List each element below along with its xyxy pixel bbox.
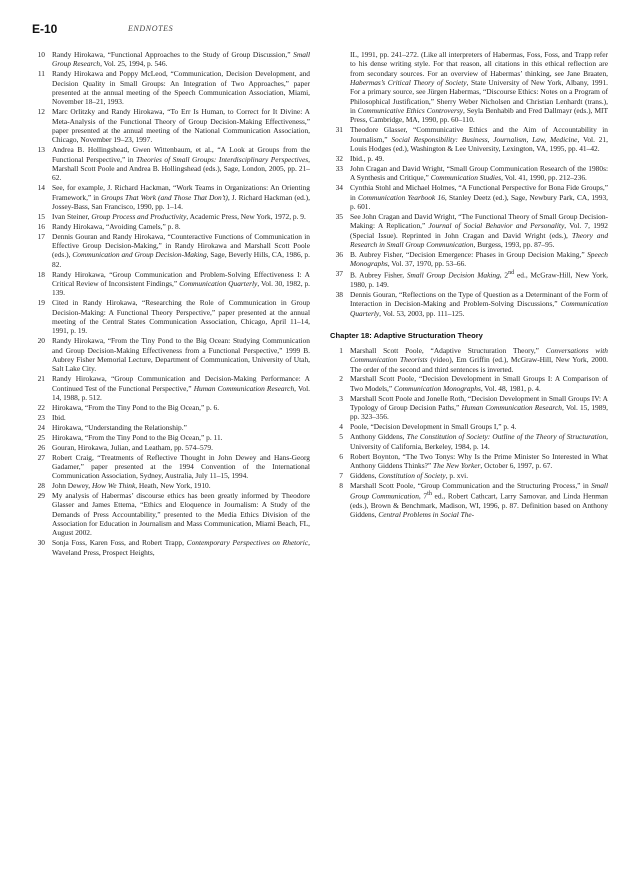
page-header	[32, 22, 606, 38]
endnote-text: My analysis of Habermas’ discourse ethics has been greatly informed by Theodore Glasser and James Ettema, “Ethics and Eloquence in Journalism: A Study of the Demands of Press Accountability,” presented to the Media Ethics Division of the Association for Education in Journalism and Mass Communication, Miami Beach, FL, August 2002.	[52, 491, 310, 538]
endnote-number: 19	[37, 298, 45, 308]
endnote	[32, 538, 310, 557]
endnote-text: Hirokawa, “Understanding the Relationship.”	[52, 422, 187, 432]
endnote	[330, 471, 608, 480]
endnote	[32, 443, 310, 452]
endnote-number: 18	[37, 269, 45, 279]
endnote-text: Giddens, Constitution of Society, p. xvi.	[350, 470, 469, 480]
endnote-number: 10	[37, 50, 45, 59]
endnote-text: B. Aubrey Fisher, “Decision Emergence: Phases in Group Decision Making,” Speech Monographs, Vol. 37, 1970, pp. 53–66.	[350, 249, 608, 269]
endnote-number: 24	[37, 422, 45, 432]
endnote-text: See John Cragan and David Wright, “The Functional Theory of Small Group Decision-Making: A Replication,” Journal of Social Behavior and Personality, Vol. 7, 1992 (Special Issue). Reprinted in John Cragan and David Wright (eds.), Theory and Research in Small Group Communication, Burgess, 1993, pp. 87–95.	[350, 211, 609, 249]
endnote-text: Marshall Scott Poole and Jonelle Roth, “Decision Development in Small Groups IV: A Typology of Group Decision Paths,” Human Communication Research, Vol. 15, 1989, pp. 323–356.	[350, 393, 608, 422]
endnote-text: Ibid.	[52, 412, 66, 422]
endnote	[32, 491, 310, 538]
endnote	[32, 298, 310, 335]
endnote	[330, 346, 608, 374]
endnote-text: Randy Hirokawa, “Functional Approaches to the Study of Group Discussion,” Small Group Research, Vol. 25, 1994, p. 546.	[52, 50, 310, 69]
endnote-number: 6	[339, 451, 343, 461]
endnote	[32, 212, 310, 221]
left-column	[32, 50, 310, 558]
endnote	[32, 336, 310, 373]
endnote-text: Poole, “Decision Development in Small Groups I,” p. 4.	[350, 422, 517, 432]
endnote	[32, 222, 310, 231]
endnote-number: 32	[335, 153, 343, 163]
endnote-text: Randy Hirokawa, “Group Communication and Problem-Solving Effectiveness I: A Critical Review of Inconsistent Findings,” Communication Quarterly, Vol. 30, 1982, p. 139.	[52, 269, 311, 298]
endnote-number: 15	[37, 211, 45, 221]
endnote	[330, 154, 608, 163]
endnote-number: 36	[335, 249, 343, 259]
endnote	[32, 145, 310, 182]
endnote-text: Robert Craig, “Treatments of Reflective Thought in John Dewey and Hans-Georg Gadamer,” paper presented at the 1994 Convention of the International Communication Association, Sydney, Australia, July 11–15, 1994.	[52, 452, 310, 481]
endnote-text: Ivan Steiner, Group Process and Productivity, Academic Press, New York, 1972, p. 9.	[52, 211, 306, 221]
endnote	[330, 164, 608, 183]
endnote-number: 4	[339, 422, 343, 432]
endnote	[32, 183, 310, 211]
endnote	[32, 270, 310, 298]
endnote-number: 16	[37, 221, 45, 231]
endnote-text: Marshall Scott Poole, “Group Communication and the Structuring Process,” in Small Group Communication, 7th ed., Robert Cathcart, Larry Samovar, and Linda Henman (eds.), Brown & Benchmark, Madison, WI, 1996, p. 87. Definition based on Anthony Giddens, Central Problems in Social The-	[350, 480, 608, 520]
endnote-number: 12	[37, 107, 45, 117]
endnote-number: 5	[339, 432, 343, 442]
endnote-text: Marshall Scott Poole, “Decision Development in Small Groups I: A Comparison of Two Models,” Communication Monographs, Vol. 48, 1981, p. 4.	[350, 374, 608, 393]
endnote	[32, 374, 310, 402]
endnote	[330, 50, 608, 125]
endnote-number: 21	[37, 374, 45, 384]
endnote-number: 14	[37, 183, 45, 193]
endnote	[330, 374, 608, 393]
endnote-text: Ibid., p. 49.	[350, 153, 385, 163]
endnote	[32, 107, 310, 144]
endnote-text: Randy Hirokawa, “Avoiding Camels,” p. 8.	[52, 221, 181, 231]
endnote-text: Hirokawa, “From the Tiny Pond to the Big Ocean,” p. 11.	[52, 432, 223, 442]
endnote-number: 38	[335, 289, 343, 299]
endnote-number: 7	[339, 470, 343, 480]
endnote-number: 25	[37, 432, 45, 442]
endnote	[330, 183, 608, 211]
endnote-text: Dennis Gouran, “Reflections on the Type of Question as a Determinant of the Form of Interaction in Decision-Making and Problem-Solving Discussions,” Communication Quarterly, Vol. 53, 2003, pp. 111–125.	[350, 289, 608, 318]
endnote-number: 8	[339, 480, 343, 490]
endnote-number: 1	[339, 345, 343, 355]
endnote-text: IL, 1991, pp. 241–272. (Like all interpreters of Habermas, Foss, Foss, and Trapp refer to his dense writing style. For that reason, all citations in this ethical reflection are from secondary sources. For an overview of Habermas’ thinking, see Jane Braaten, Habermas’s Critical Theory of Society, State University of New York, Albany, 1991. For a primary source, see Jürgen Habermas, “Discourse Ethics: Notes on a Program of Philosophical Justification,” Sherry Weber Nicholsen and Christian Lenhardt (trans.), in Communicative Ethics Controversy, Seyla Benhabib and Fred Dallmayr (eds.), MIT Press, Cambridge, MA, 1990, pp. 60–110.	[350, 50, 608, 125]
endnote-text: Randy Hirokawa, “Group Communication and Decision-Making Performance: A Continued Test of the Functional Perspective,” Human Communication Research, Vol. 14, 1988, p. 512.	[52, 374, 311, 402]
endnote-text: John Dewey, How We Think, Heath, New York, 1910.	[52, 481, 211, 491]
endnote	[32, 403, 310, 412]
endnote-number: 29	[37, 491, 45, 501]
endnote-text: Randy Hirokawa and Poppy McLeod, “Communication, Decision Development, and Decision Quality in Small Groups: An Integration of Two Approaches,” paper presented at the annual meeting of the Speech Communication Association, Miami, November 18–21, 1993.	[52, 69, 310, 107]
endnote-number: 26	[37, 442, 45, 452]
endnote	[32, 453, 310, 481]
endnote-text: Cited in Randy Hirokawa, “Researching the Role of Communication in Group Decision-Making: A Functional Theory Perspective,” paper presented at the annual meeting of the Central States Communication Association, Chicago, April 11–14, 1991, p. 19.	[52, 298, 310, 336]
endnote	[32, 232, 310, 269]
endnote	[330, 250, 608, 269]
endnote-number: 33	[335, 163, 343, 173]
endnote-text: Hirokawa, “From the Tiny Pond to the Big Ocean,” p. 6.	[52, 402, 220, 412]
endnote-number: 35	[335, 211, 343, 221]
endnote-number: 23	[37, 412, 45, 422]
endnote	[330, 290, 608, 318]
endnote	[32, 423, 310, 432]
endnote-number: 30	[37, 538, 45, 548]
endnote-list-continued	[330, 50, 608, 318]
endnote-text: Randy Hirokawa, “From the Tiny Pond to the Big Ocean: Studying Communication and Group Decision-Making Effectiveness from a Functional Perspective,” 1999 B. Aubrey Fisher Memorial Lecture, Department of Communication, University of Utah, Salt Lake City.	[52, 336, 310, 374]
page-number: E-10	[32, 22, 58, 36]
endnote-number: 28	[37, 481, 45, 491]
endnote	[32, 433, 310, 442]
endnote-number: 17	[37, 231, 45, 241]
endnote-text: Sonja Foss, Karen Foss, and Robert Trapp, Contemporary Perspectives on Rhetoric, Waveland Press, Prospect Heights,	[52, 538, 310, 557]
endnote-number: 20	[37, 336, 45, 346]
endnote-number: 31	[335, 125, 343, 135]
endnote-number: 27	[37, 452, 45, 462]
endnote-number: 37	[335, 269, 343, 279]
chapter-heading: Chapter 18: Adaptive Structuration Theory	[330, 330, 483, 340]
right-column	[330, 50, 608, 520]
endnote	[330, 269, 608, 289]
endnote-text: Robert Boynton, “The Two Tonys: Why Is the Prime Minister So Interested in What Anthony Giddens Thinks?” The New Yorker, October 6, 1997, p. 67.	[350, 451, 608, 470]
endnote	[330, 394, 608, 422]
endnote-text: Anthony Giddens, The Constitution of Society: Outline of the Theory of Structuration, University of California, Berkeley, 1984, p. 14.	[350, 432, 608, 451]
endnote-number: 2	[339, 374, 343, 384]
endnote	[330, 481, 608, 520]
endnote	[330, 452, 608, 471]
endnote-text: Marshall Scott Poole, “Adaptive Structuration Theory,” Conversations with Communication Theorists (video), Em Griffin (ed.), McGraw-Hill, New York, 2000. The order of the second and third sentences is inverted.	[350, 345, 608, 374]
endnote-text: B. Aubrey Fisher, Small Group Decision Making, 2nd ed., McGraw-Hill, New York, 1980, p. 149.	[350, 270, 608, 289]
endnote-number: 13	[37, 145, 45, 155]
endnote-text: Theodore Glasser, “Communicative Ethics and the Aim of Accountability in Journalism,” Social Responsibility: Business, Journalism, Law, Medicine, Vol. 21, Louis Hodges (ed.), Washington & Lee University, Lexington, VA, 1995, pp. 41–42.	[350, 125, 608, 154]
endnote-number: 22	[37, 402, 45, 412]
running-head: ENDNOTES	[128, 24, 174, 33]
endnote	[330, 125, 608, 153]
endnote-text: See, for example, J. Richard Hackman, “Work Teams in Organizations: An Orienting Framework,” in Groups That Work (and Those That Don’t), J. Richard Hackman (ed.), Jossey-Bass, San Francisco, 1990, pp. 1–14.	[52, 183, 310, 211]
endnote	[32, 413, 310, 422]
endnote-number: 3	[339, 393, 343, 403]
endnote-text: Dennis Gouran and Randy Hirokawa, “Counteractive Functions of Communication in Effective Group Decision-Making,” in Randy Hirokawa and Marshall Scott Poole (eds.), Communication and Group Decision-Making, Sage, Beverly Hills, CA, 1986, p. 82.	[52, 231, 310, 269]
chapter-endnote-list	[330, 346, 608, 520]
endnote	[330, 212, 608, 249]
endnote-number: 34	[335, 183, 343, 193]
endnote	[32, 481, 310, 490]
endnote-text: Gouran, Hirokawa, Julian, and Leatham, pp. 574–579.	[52, 442, 213, 452]
endnote-text: Andrea B. Hollingshead, Gwen Wittenbaum, et al., “A Look at Groups from the Functional Perspective,” in Theories of Small Groups: Interdisciplinary Perspectives, Marshall Scott Poole and Andrea B. Hollingshead (eds.), Sage, London, 2005, pp. 21–62.	[52, 145, 310, 183]
endnote	[330, 422, 608, 431]
endnote-text: Marc Orlitzky and Randy Hirokawa, “To Err Is Human, to Correct for It Divine: A Meta-Analysis of the Functional Theory of Group Decision-Making Effectiveness,” paper presented at the annual meeting of the National Communication Association, Chicago, November 19–23, 1997.	[52, 107, 310, 145]
endnote	[32, 50, 310, 69]
endnote	[330, 432, 608, 451]
endnote-text: John Cragan and David Wright, “Small Group Communication Research of the 1980s: A Synthesis and Critique,” Communication Studies, Vol. 41, 1990, pp. 212–236.	[350, 163, 608, 183]
endnote	[32, 69, 310, 106]
endnote-number: 11	[37, 69, 45, 79]
endnote-text: Cynthia Stohl and Michael Holmes, “A Functional Perspective for Bona Fide Groups,” in Communication Yearbook 16, Stanley Deetz (ed.), Sage, Newbury Park, CA, 1993, p. 601.	[350, 183, 608, 211]
